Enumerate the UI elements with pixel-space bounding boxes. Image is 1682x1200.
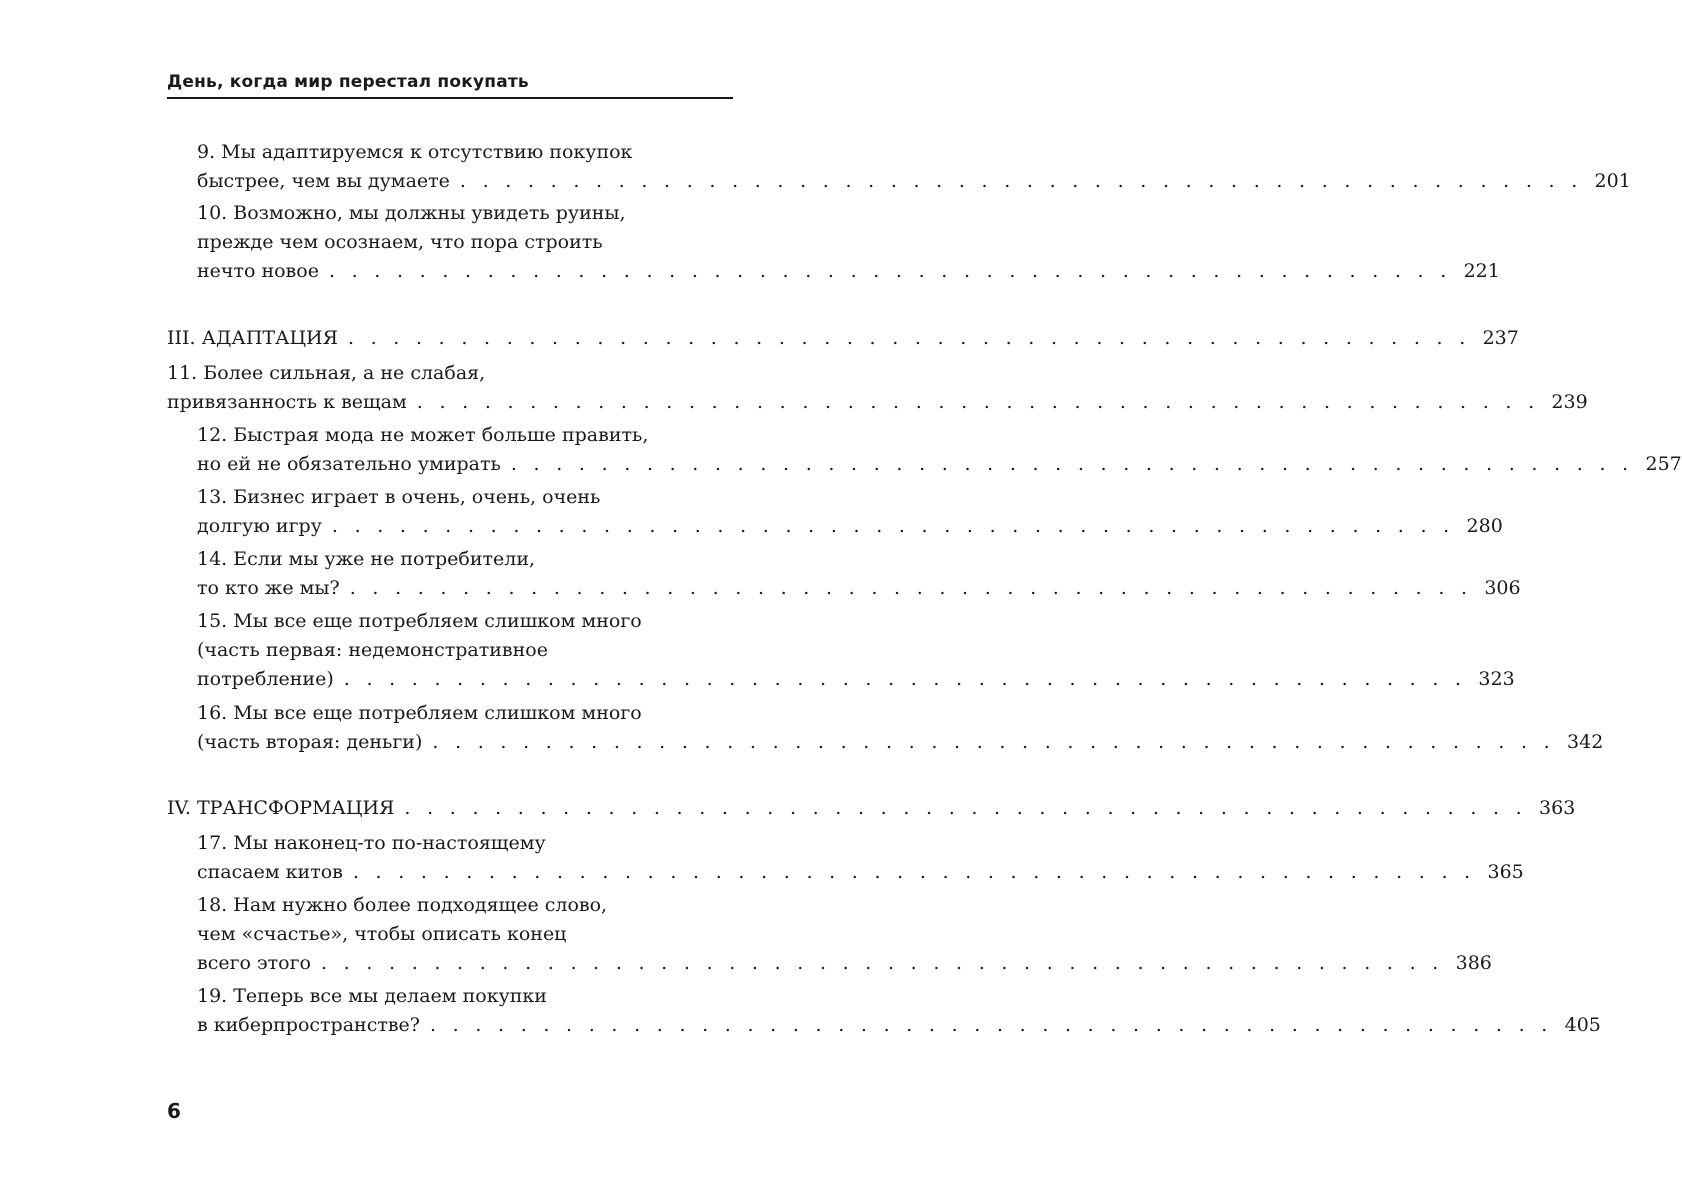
toc-entry-text-line: 13. Бизнес играет в очень, очень, очень (197, 486, 601, 508)
toc-entry-chapter-12[interactable] (197, 421, 1682, 479)
toc-page-number: 280 (1466, 515, 1503, 537)
toc-page-number: 201 (1594, 170, 1631, 192)
toc-entry-chapter-11[interactable] (167, 359, 1588, 417)
dot-leader: . . . . . . . . . . . . . . . . . . . . . . . . . . . . . . . . . . . . . . . . . . . . . . . . . . (432, 731, 1556, 753)
toc-entry-chapter-17[interactable] (197, 829, 1524, 887)
toc-entry-text-line: 10. Возможно, мы должны увидеть руины, (197, 202, 626, 224)
toc-entry-text-line: 17. Мы наконец-то по-настоящему (197, 832, 546, 854)
toc-entry-chapter-9[interactable] (197, 138, 1631, 196)
toc-entry-text-line: чем «счастье», чтобы описать конец (197, 923, 567, 945)
toc-entry-text-line: всего этого (197, 952, 311, 974)
dot-leader: . . . . . . . . . . . . . . . . . . . . . . . . . . . . . . . . . . . . . . . . . . . . . . . . . . (328, 260, 1452, 282)
toc-entry-chapter-18[interactable] (197, 891, 1492, 978)
toc-page-number: 306 (1484, 577, 1521, 599)
toc-entry-text-line: 16. Мы все еще потребляем слишком много (197, 702, 642, 724)
toc-entry-text-line: в киберпространстве? (197, 1014, 420, 1036)
dot-leader: . . . . . . . . . . . . . . . . . . . . . . . . . . . . . . . . . . . . . . . . . . . . . . . . . . (429, 1014, 1553, 1036)
toc-entry-text-line: 18. Нам нужно более подходящее слово, (197, 894, 608, 916)
toc-entry-text-line: спасаем китов (197, 861, 343, 883)
toc-entry-text-line: IV. ТРАНСФОРМАЦИЯ (167, 797, 395, 819)
toc-entry-text-line: то кто же мы? (197, 577, 340, 599)
toc-entry-text-line: нечто новое (197, 260, 319, 282)
toc-page-number: 237 (1482, 327, 1519, 349)
toc-entry-part-3[interactable] (167, 324, 1519, 353)
toc-entry-chapter-10[interactable] (197, 199, 1500, 286)
toc-entry-text-line: долгую игру (197, 515, 322, 537)
dot-leader: . . . . . . . . . . . . . . . . . . . . . . . . . . . . . . . . . . . . . . . . . . . . . . . . . . (416, 391, 1540, 413)
toc-entry-chapter-16[interactable] (197, 699, 1604, 757)
dot-leader: . . . . . . . . . . . . . . . . . . . . . . . . . . . . . . . . . . . . . . . . . . . . . . . . . . (343, 668, 1467, 690)
dot-leader: . . . . . . . . . . . . . . . . . . . . . . . . . . . . . . . . . . . . . . . . . . . . . . . . . . (321, 952, 1444, 974)
toc-entry-text-line: потребление) (197, 668, 334, 690)
toc-entry-text-line: III. АДАПТАЦИЯ (167, 327, 338, 349)
book-title: День, когда мир перестал покупать (167, 72, 529, 92)
toc-page-number: 363 (1539, 797, 1576, 819)
toc-entry-text-line: (часть вторая: деньги) (197, 731, 423, 753)
toc-page-number: 323 (1478, 668, 1515, 690)
dot-leader: . . . . . . . . . . . . . . . . . . . . . . . . . . . . . . . . . . . . . . . . . . . . . . . . . . (404, 797, 1528, 819)
toc-page-number: 221 (1463, 260, 1500, 282)
dot-leader: . . . . . . . . . . . . . . . . . . . . . . . . . . . . . . . . . . . . . . . . . . . . . . . . . . (459, 170, 1583, 192)
toc-entry-text-line: 12. Быстрая мода не может больше править, (197, 424, 649, 446)
toc-entry-part-4[interactable] (167, 794, 1576, 823)
toc-entry-text-line: привязанность к вещам (167, 391, 407, 413)
toc-entry-text-line: (часть первая: недемонстративное (197, 639, 548, 661)
toc-entry-chapter-19[interactable] (197, 982, 1601, 1040)
toc-page-number: 239 (1551, 391, 1588, 413)
toc-entry-chapter-13[interactable] (197, 483, 1503, 541)
dot-leader: . . . . . . . . . . . . . . . . . . . . . . . . . . . . . . . . . . . . . . . . . . . . . . . . . . (331, 515, 1455, 537)
toc-entry-text-line: 15. Мы все еще потребляем слишком много (197, 610, 642, 632)
toc-entry-text-line: но ей не обязательно умирать (197, 453, 501, 475)
toc-page-number: 257 (1645, 453, 1682, 475)
toc-page-number: 405 (1564, 1014, 1601, 1036)
dot-leader: . . . . . . . . . . . . . . . . . . . . . . . . . . . . . . . . . . . . . . . . . . . . . . . . . . (352, 861, 1476, 883)
toc-entry-text-line: 19. Теперь все мы делаем покупки (197, 985, 547, 1007)
toc-entry-text-line: 11. Более сильная, а не слабая, (167, 362, 486, 384)
toc-page-number: 365 (1487, 861, 1524, 883)
toc-entry-text-line: прежде чем осознаем, что пора строить (197, 231, 603, 253)
dot-leader: . . . . . . . . . . . . . . . . . . . . . . . . . . . . . . . . . . . . . . . . . . . . . . . . . . (510, 453, 1634, 475)
toc-entry-chapter-15[interactable] (197, 607, 1515, 694)
page-number: 6 (167, 1099, 181, 1123)
toc-page-number: 386 (1455, 952, 1492, 974)
toc-entry-text-line: 14. Если мы уже не потребители, (197, 548, 536, 570)
toc-entry-text-line: быстрее, чем вы думаете (197, 170, 450, 192)
toc-page-number: 342 (1567, 731, 1604, 753)
toc-entry-text-line: 9. Мы адаптируемся к отсутствию покупок (197, 141, 633, 163)
toc-entry-chapter-14[interactable] (197, 545, 1521, 603)
dot-leader: . . . . . . . . . . . . . . . . . . . . . . . . . . . . . . . . . . . . . . . . . . . . . . . . . . (347, 327, 1471, 349)
dot-leader: . . . . . . . . . . . . . . . . . . . . . . . . . . . . . . . . . . . . . . . . . . . . . . . . . . (349, 577, 1473, 599)
